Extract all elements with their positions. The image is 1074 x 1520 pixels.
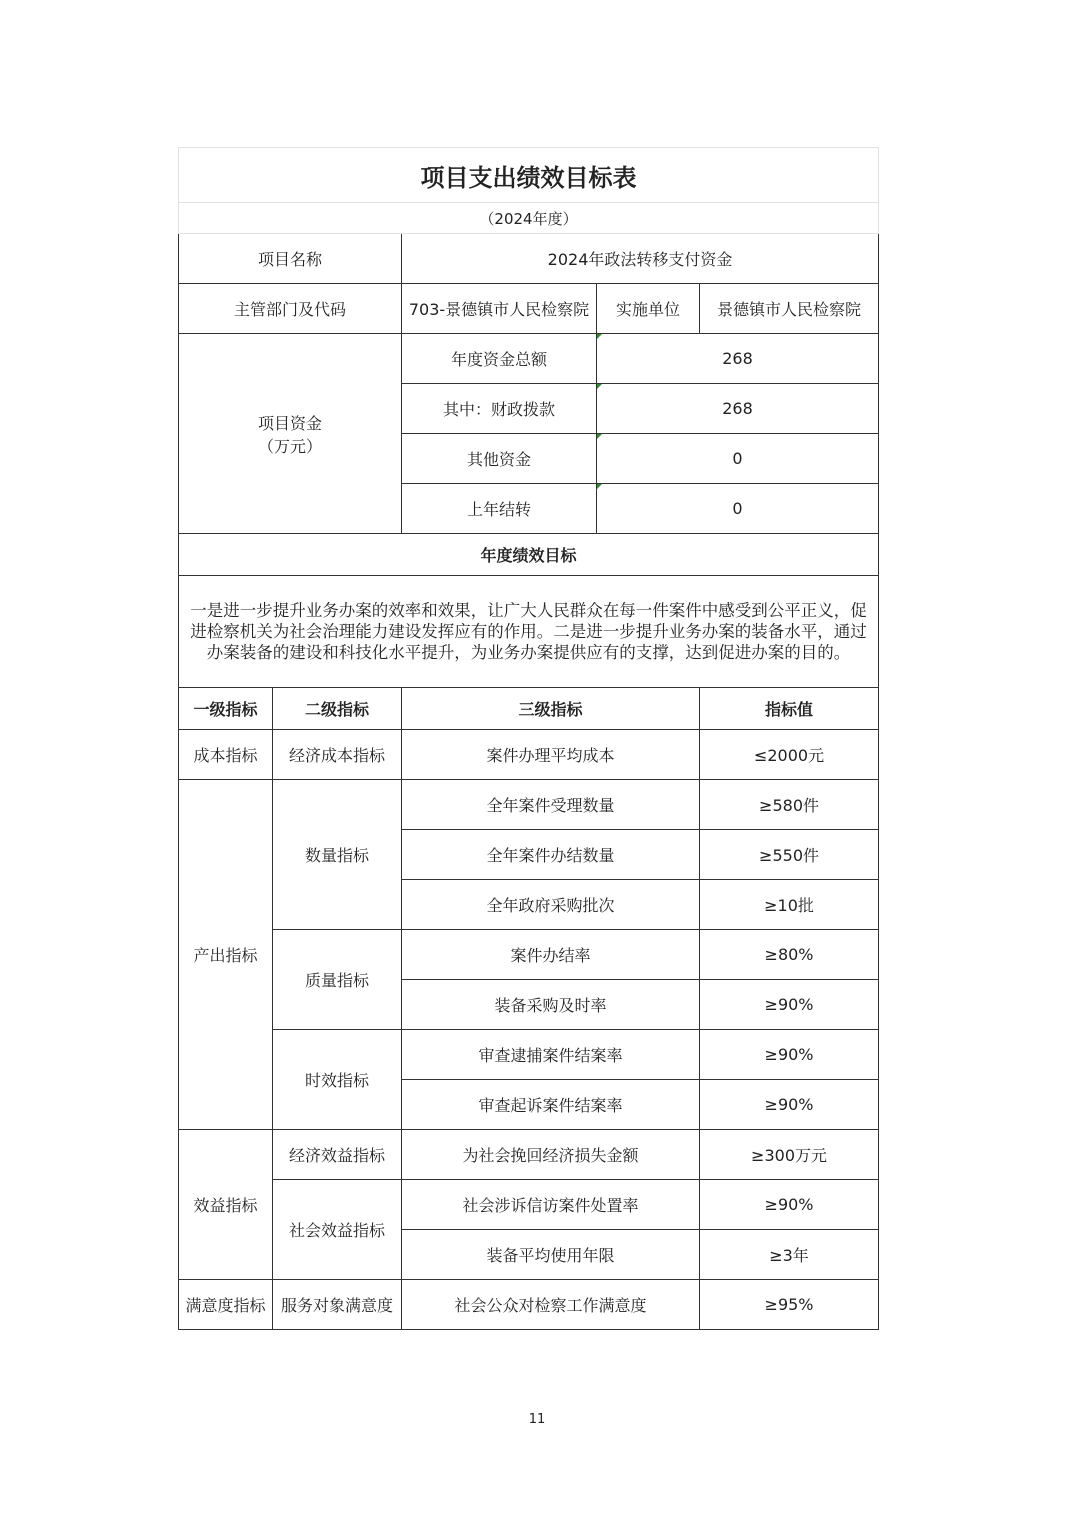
indicator-value: ≥550件	[700, 830, 879, 880]
fund-value: 268	[597, 334, 879, 384]
fund-value: 268	[597, 384, 879, 434]
project-name-value: 2024年政法转移支付资金	[402, 234, 879, 284]
indicator-value: ≥3年	[700, 1230, 879, 1280]
impl-value: 景德镇市人民检察院	[700, 284, 879, 334]
indicator-value: ≥580件	[700, 780, 879, 830]
level2-cell: 时效指标	[273, 1030, 402, 1130]
table-row	[179, 1130, 879, 1180]
table-row	[179, 1280, 879, 1330]
level2-cell: 数量指标	[273, 780, 402, 930]
level1-cell: 满意度指标	[179, 1280, 273, 1330]
indicator-name: 社会涉诉信访案件处置率	[402, 1180, 700, 1230]
fund-label: 其他资金	[402, 434, 597, 484]
table-title: 项目支出绩效目标表	[179, 148, 879, 203]
funds-label-text: 项目资金	[257, 413, 322, 433]
header-level1: 一级指标	[179, 688, 273, 730]
level1-cell: 产出指标	[179, 780, 273, 1130]
dept-value: 703-景德镇市人民检察院	[402, 284, 597, 334]
table-row	[179, 930, 879, 980]
indicator-name: 审查逮捕案件结案率	[402, 1030, 700, 1080]
indicator-value: ≥80%	[700, 930, 879, 980]
fund-value: 0	[597, 434, 879, 484]
table-row	[179, 730, 879, 780]
table-subtitle: （2024年度）	[179, 203, 879, 234]
indicator-value: ≥90%	[700, 980, 879, 1030]
level1-cell: 效益指标	[179, 1130, 273, 1280]
level2-cell: 社会效益指标	[273, 1180, 402, 1280]
fund-label: 其中：财政拨款	[402, 384, 597, 434]
table-row	[179, 780, 879, 830]
project-name-label: 项目名称	[179, 234, 402, 284]
indicator-name: 装备采购及时率	[402, 980, 700, 1030]
indicator-name: 全年政府采购批次	[402, 880, 700, 930]
goal-heading: 年度绩效目标	[179, 534, 879, 576]
funds-unit: （万元）	[257, 436, 322, 456]
table-row	[179, 1180, 879, 1230]
level2-cell: 质量指标	[273, 930, 402, 1030]
header-value: 指标值	[700, 688, 879, 730]
indicator-value: ≥90%	[700, 1080, 879, 1130]
indicator-name: 全年案件办结数量	[402, 830, 700, 880]
impl-label: 实施单位	[597, 284, 700, 334]
indicator-value: ≤2000元	[700, 730, 879, 780]
indicator-name: 社会公众对检察工作满意度	[402, 1280, 700, 1330]
indicator-value: ≥95%	[700, 1280, 879, 1330]
table-row	[179, 1030, 879, 1080]
level2-cell: 经济成本指标	[273, 730, 402, 780]
fund-label: 年度资金总额	[402, 334, 597, 384]
level2-cell: 服务对象满意度	[273, 1280, 402, 1330]
indicator-name: 案件办理平均成本	[402, 730, 700, 780]
fund-value: 0	[597, 484, 879, 534]
indicator-value: ≥90%	[700, 1030, 879, 1080]
header-level2: 二级指标	[273, 688, 402, 730]
funds-label	[179, 334, 402, 534]
indicator-name: 案件办结率	[402, 930, 700, 980]
header-level3: 三级指标	[402, 688, 700, 730]
fund-label: 上年结转	[402, 484, 597, 534]
performance-target-table	[178, 147, 879, 1330]
indicator-name: 审查起诉案件结案率	[402, 1080, 700, 1130]
level2-cell: 经济效益指标	[273, 1130, 402, 1180]
indicator-value: ≥10批	[700, 880, 879, 930]
goal-text: 一是进一步提升业务办案的效率和效果，让广大人民群众在每一件案件中感受到公平正义，促进检察机关为社会治理能力建设发挥应有的作用。二是进一步提升业务办案的装备水平，通过办案装备的建设和科技化水平提升，为业务办案提供应有的支撑，达到促进办案的目的。	[179, 576, 879, 688]
indicator-name: 为社会挽回经济损失金额	[402, 1130, 700, 1180]
indicator-value: ≥300万元	[700, 1130, 879, 1180]
indicator-name: 装备平均使用年限	[402, 1230, 700, 1280]
indicator-name: 全年案件受理数量	[402, 780, 700, 830]
indicator-value: ≥90%	[700, 1180, 879, 1230]
dept-label: 主管部门及代码	[179, 284, 402, 334]
page-number: 11	[528, 1412, 546, 1427]
level1-cell: 成本指标	[179, 730, 273, 780]
